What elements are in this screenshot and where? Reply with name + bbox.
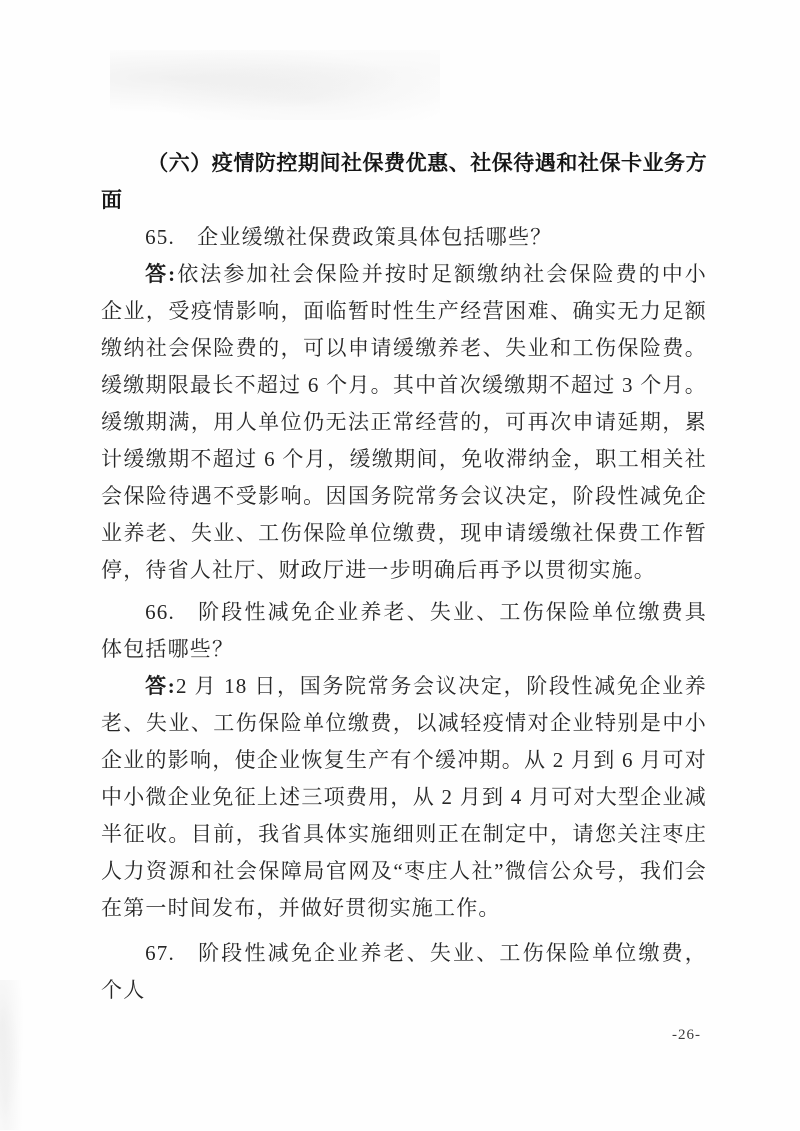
answer-66-text: 2 月 18 日，国务院常务会议决定，阶段性减免企业养老、失业、工伤保险单位缴费，以减轻疫情对企业特别是中小企业的影响，使企业恢复生产有个缓冲期。从 2 月到 6 月可对中小微企业免征上述三项费用，从 2 月到 4 月可对大型企业减半征收。目前，我省具体实施细则正在制定中，请您关注枣庄人力资源和社会保障局官网及“枣庄人社”微信公众号，我们会在第一时间发布，并做好贯彻实施工作。: [101, 674, 707, 920]
page-number: -26-: [672, 1027, 701, 1043]
question-67: 67. 阶段性减免企业养老、失业、工伤保险单位缴费，个人: [101, 941, 707, 1002]
scan-artifact-left: [0, 980, 26, 1130]
answer-66-label: 答:: [145, 674, 176, 698]
section-heading: （六）疫情防控期间社保费优惠、社保待遇和社保卡业务方面: [101, 152, 707, 212]
question-65: 65. 企业缓缴社保费政策具体包括哪些？: [145, 225, 553, 249]
answer-65-label: 答:: [145, 262, 177, 286]
question-66: 66. 阶段性减免企业养老、失业、工伤保险单位缴费具体包括哪些？: [101, 600, 707, 661]
answer-65-text: 依法参加社会保险并按时足额缴纳社会保险费的中小企业，受疫情影响，面临暂时性生产经营困难、确实无力足额缴纳社会保险费的，可以申请缓缴养老、失业和工伤保险费。缓缴期限最长不超过 6 个月。其中首次缓缴期不超过 3 个月。缓缴期满，用人单位仍无法正常经营的，可再次申请延期，累计缓缴期不超过 6 个月，缓缴期间，免收滞纳金，职工相关社会保险待遇不受影响。因国务院常务会议决定，阶段性减免企业养老、失业、工伤保险单位缴费，现申请缓缴社保费工作暂停，待省人社厅、财政厅进一步明确后再予以贯彻实施。: [101, 262, 707, 582]
answer-65: [101, 256, 707, 589]
document-content: [101, 145, 707, 1009]
answer-66: [101, 668, 707, 927]
scan-artifact-top: [110, 50, 440, 120]
